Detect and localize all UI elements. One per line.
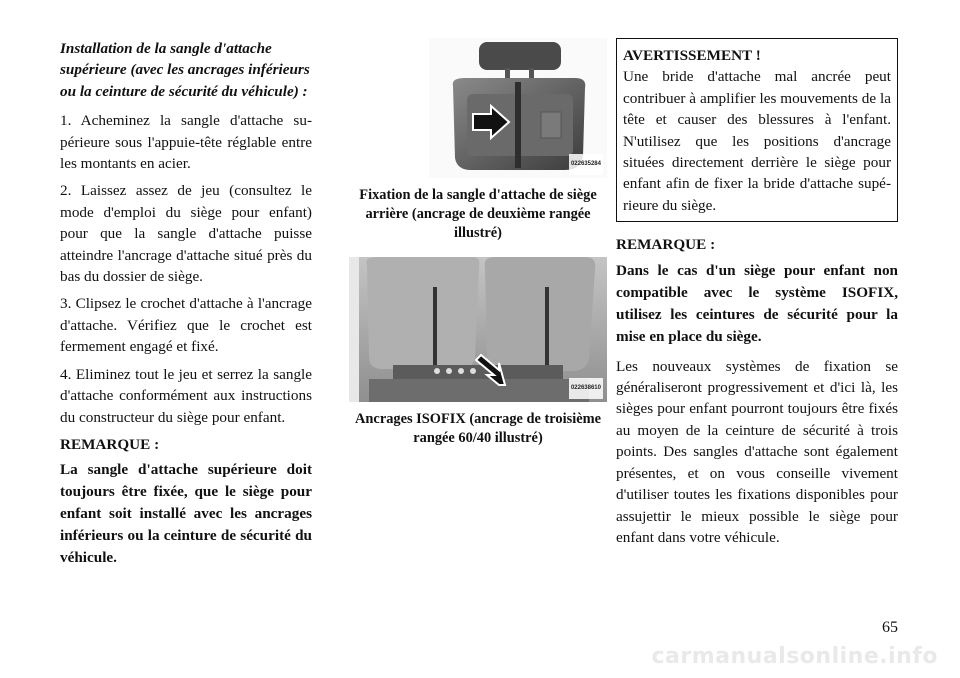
remark-label: REMARQUE :	[60, 435, 160, 453]
watermark: carmanualsonline.info	[651, 644, 938, 669]
remark-label: REMARQUE :	[616, 236, 716, 254]
page-number: 65	[882, 619, 898, 636]
isofix-anchor-photo	[349, 257, 607, 402]
figure-caption: Fixation de la sangle d'attache de siège arrière (ancrage de deuxième rangée illustré)	[359, 187, 597, 241]
left-column	[60, 38, 312, 577]
figure-code: 022635284	[569, 154, 603, 175]
remark-text: Dans le cas d'un siège pour enfant non compatible avec le système ISOFIX, utilisez les ceintures de sécurité pour la mise en place du siège.	[616, 261, 898, 345]
figure-code: 022638610	[569, 378, 603, 399]
step-4: 4. Eliminez tout le jeu et serrez la sangle d'attache conformément aux instructions du constructeur du siège pour enfant.	[60, 365, 312, 426]
warning-box	[616, 38, 898, 222]
body-paragraph: Les nouveaux systèmes de fixation se généraliseront progressivement et d'ici là, les sièges pour enfant pourront toujours être fixés au moyen de la ceinture de sécurité à trois points. Des sangles d'attache sont également présentes, et on vous conseille vivement d'utiliser toutes les fixations disponibles pour assujettir le mieux possible le siège pour enfant dans votre véhicule.	[616, 357, 898, 546]
figure-caption: Ancrages ISOFIX (ancrage de troisième rangée 60/40 illustré)	[355, 411, 601, 447]
middle-column	[349, 38, 607, 463]
warning-text: Une bride d'attache mal ancrée peut contribuer à amplifier les mouvements de la tête et causer des blessures à l'enfant. N'utilisez que les positions d'ancrage situées directement derrière le siège pour enfant afin de fixer la bride d'attache supérieure du siège.	[623, 68, 891, 214]
remark-text: La sangle d'attache supérieure doit toujours être fixée, que le siège pour enfant soit installé avec les ancrages inférieurs ou la ceinture de sécurité du véhicule.	[60, 461, 312, 567]
section-heading: Installation de la sangle d'attache supérieure (avec les ancrages inférieurs ou la ceinture de sécurité du véhicule) :	[60, 40, 310, 100]
right-column	[616, 38, 898, 554]
seat-back-arrow-illustration	[429, 38, 607, 178]
warning-title: AVERTISSEMENT !	[623, 47, 761, 64]
step-3: 3. Clipsez le crochet d'attache à l'ancrage d'attache. Vérifiez que le crochet est fermement engagé et fixé.	[60, 295, 312, 356]
step-1: 1. Acheminez la sangle d'attache supérieure sous l'appuie-tête réglable entre les montants en acier.	[60, 112, 312, 173]
step-2: 2. Laissez assez de jeu (consultez le mode d'emploi du siège pour enfant) pour que la sangle d'attache puisse atteindre l'ancrage d'attache situé près du bas du dossier de siège.	[60, 182, 312, 286]
